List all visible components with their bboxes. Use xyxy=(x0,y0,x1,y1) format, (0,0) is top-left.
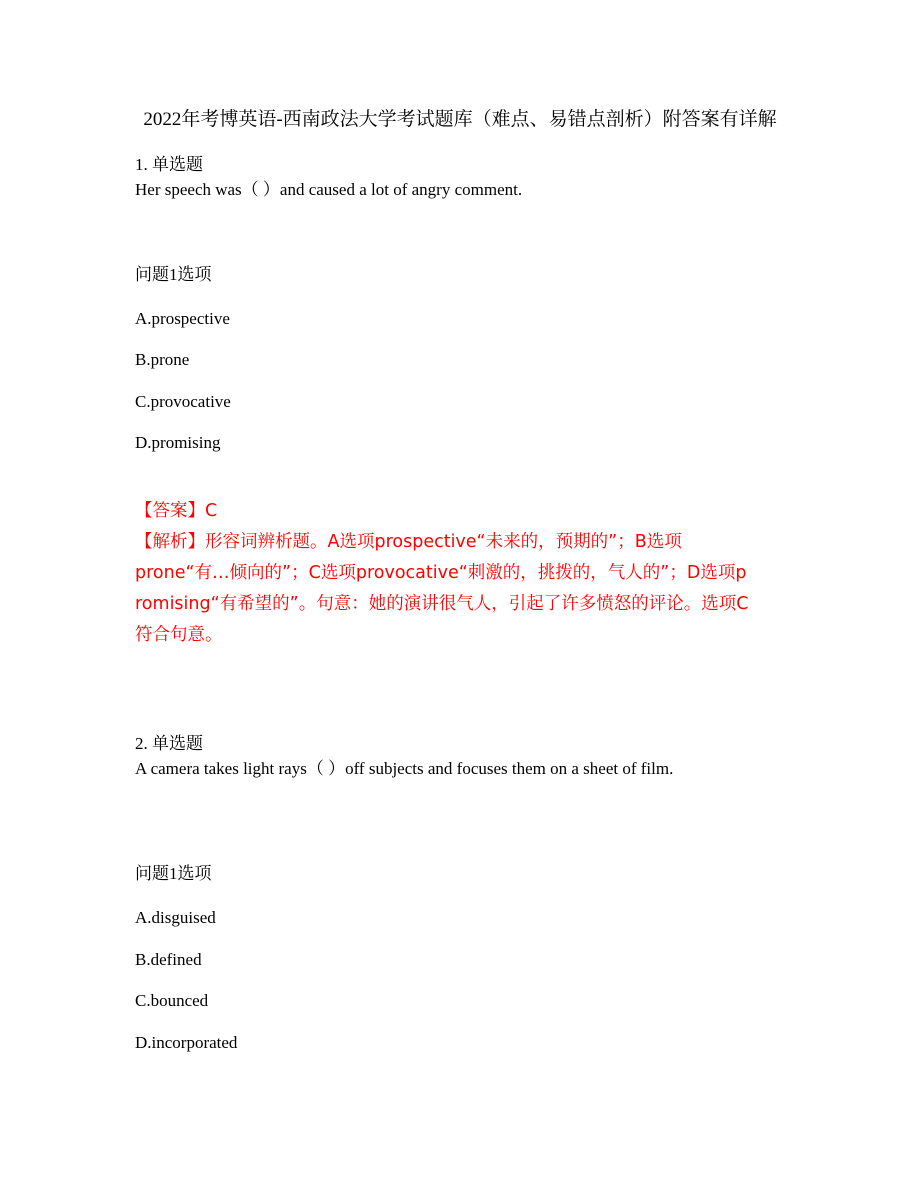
question-1-option-a: A.prospective xyxy=(135,309,230,328)
question-1-analysis-line: romising“有希望的”。句意：她的演讲很气人，引起了许多愤怒的评论。选项C xyxy=(135,594,749,614)
question-1-option-b: B.prone xyxy=(135,350,190,369)
question-2-option-b: B.defined xyxy=(135,950,202,969)
question-1-option-d: D.promising xyxy=(135,433,221,452)
question-2-option-d: D.incorporated xyxy=(135,1033,238,1052)
question-2-option-a: A.disguised xyxy=(135,908,216,927)
question-2-options-label: 问题1选项 xyxy=(135,864,212,883)
question-1-heading: 1. 单选题 xyxy=(135,155,203,174)
question-1-answer-block xyxy=(135,496,785,651)
question-1-analysis-line: 符合句意。 xyxy=(135,625,223,645)
question-1-options-label: 问题1选项 xyxy=(135,265,212,284)
question-1-analysis-line: prone“有…倾向的”；C选项provocative“刺激的，挑拨的，气人的”；D选项p xyxy=(135,563,747,583)
question-1-answer: 【答案】C xyxy=(135,501,218,521)
question-2-stem: A camera takes light rays（ ）off subjects and focuses them on a sheet of film. xyxy=(135,759,674,778)
question-1-stem: Her speech was（ ）and caused a lot of angry comment. xyxy=(135,180,523,199)
document-title: 2022年考博英语-西南政法大学考试题库（难点、易错点剖析）附答案有详解 xyxy=(143,109,777,130)
question-2-option-c: C.bounced xyxy=(135,991,209,1010)
question-1-option-c: C.provocative xyxy=(135,392,231,411)
question-2-heading: 2. 单选题 xyxy=(135,734,203,753)
question-1-analysis-line: 【解析】形容词辨析题。A选项prospective“未来的，预期的”；B选项 xyxy=(135,532,682,552)
